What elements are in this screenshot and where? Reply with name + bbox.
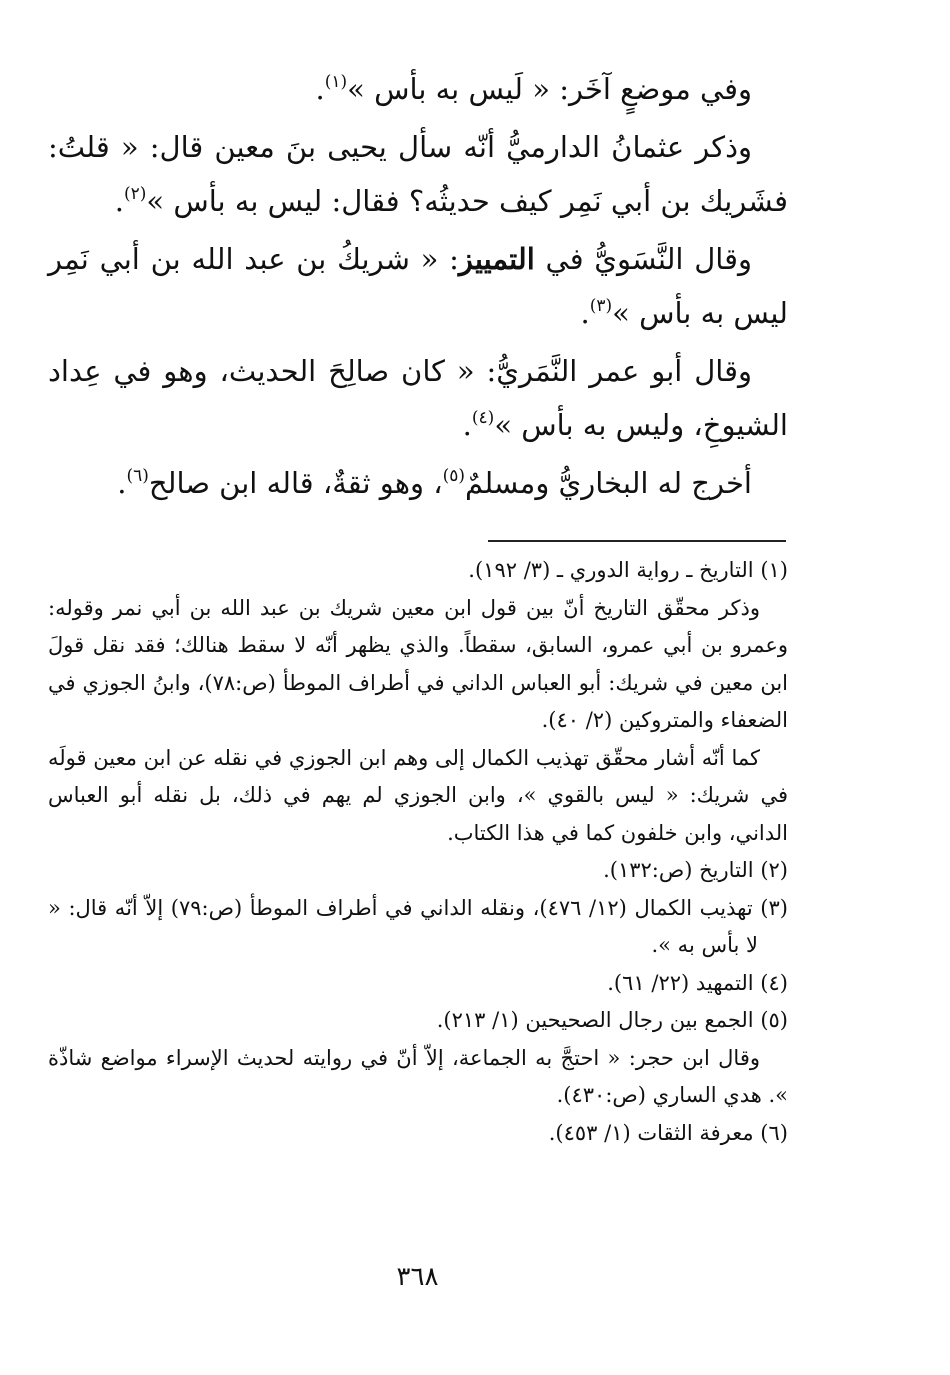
period: . bbox=[315, 72, 325, 106]
footnote-5: (٥) الجمع بين رجال الصحيحين (١/ ٢١٣). bbox=[436, 1008, 788, 1032]
footnote-ref: (٥) bbox=[442, 466, 466, 486]
paragraph-3 bbox=[48, 232, 788, 340]
paragraph-5 bbox=[48, 456, 788, 510]
footnote-1: (١) التاريخ ـ رواية الدوري ـ (٣/ ١٩٢). bbox=[468, 558, 788, 582]
footnote-separator bbox=[488, 540, 786, 542]
period: . bbox=[114, 184, 124, 218]
paragraph-4 bbox=[48, 344, 788, 452]
paragraph-text: وذكر عثمانُ الدارميُّ أنّه سأل يحيى بنَ معين قال: « قلتُ: فشَريك بن أبي نَمِر كيف حديثُه؟ فقال: ليس به بأس » bbox=[48, 130, 788, 218]
footnote-ref: (٤) bbox=[471, 408, 495, 428]
footnote-ref: (٢) bbox=[123, 184, 147, 204]
footnote-1-continuation: وذكر محقّق التاريخ أنّ بين قول ابن معين شريك بن عبد الله بن أبي نمر وقوله: وعمرو بن أبي عمرو، السابق، سقطاً. والذي يظهر أنّه لا سقط هنالك؛ فقد نقل قولَ ابن معين في شريك: أبو العباس الداني في أطراف الموطأ (ص:٧٨)، وابنُ الجوزي في الضعفاء والمتروكين (٢/ ٤٠). bbox=[48, 595, 789, 732]
footnotes bbox=[48, 552, 788, 1152]
footnote-5-continuation: وقال ابن حجر: « احتجَّ به الجماعة، إلاّ أنّ في روايته لحديث الإسراء مواضع شاذّة ». هدي الساري (ص:٤٣٠). bbox=[48, 1045, 788, 1107]
period: . bbox=[462, 408, 472, 442]
paragraph-lead: وقال النَّسَويُّ في bbox=[534, 242, 752, 276]
period: . bbox=[580, 296, 590, 330]
paragraph-text: : « شريكُ بن عبد الله بن أبي نَمِر ليس به بأس » bbox=[48, 242, 788, 330]
footnote-ref: (٦) bbox=[126, 466, 149, 486]
footnote-6: (٦) معرفة الثقات (١/ ٤٥٣). bbox=[548, 1120, 788, 1145]
main-text bbox=[48, 62, 788, 514]
footnote-ref: (٣) bbox=[589, 296, 613, 316]
book-title: التمييز bbox=[458, 242, 535, 276]
paragraph-text: ، وهو ثقةٌ، قاله ابن صالح bbox=[148, 466, 443, 500]
footnote-3: (٣) تهذيب الكمال (١٢/ ٤٧٦)، ونقله الداني في أطراف الموطأ (ص:٧٩) إلاّ أنّه قال: « لا بأس به ». bbox=[48, 895, 788, 957]
footnote-ref: (١) bbox=[324, 72, 348, 92]
paragraph-text: وفي موضعٍ آخَر: « لَيس به بأس » bbox=[347, 72, 752, 106]
paragraph-1 bbox=[48, 62, 788, 116]
paragraph-text: وقال أبو عمر النَّمَريُّ: « كان صالِحَ الحديث، وهو في عِداد الشيوخِ، وليس به بأس » bbox=[48, 354, 788, 442]
footnote-2: (٢) التاريخ (ص:١٣٢). bbox=[603, 858, 788, 882]
page-number: ٣٦٨ bbox=[396, 1262, 439, 1292]
paragraph-text: أخرج له البخاريُّ ومسلمٌ bbox=[465, 466, 752, 500]
period: . bbox=[117, 466, 127, 500]
footnote-4: (٤) التمهيد (٢٢/ ٦١). bbox=[607, 970, 788, 995]
paragraph-2 bbox=[48, 120, 788, 228]
footnote-1-continuation: كما أنّه أشار محقّق تهذيب الكمال إلى وهم ابن الجوزي في نقله عن ابن معين قولَه في شريك: « ليس بالقوي »، وابن الجوزي لم يهم في ذلك، بل نقله أبو العباس الداني، وابن خلفون كما في هذا الكتاب. bbox=[48, 745, 788, 845]
